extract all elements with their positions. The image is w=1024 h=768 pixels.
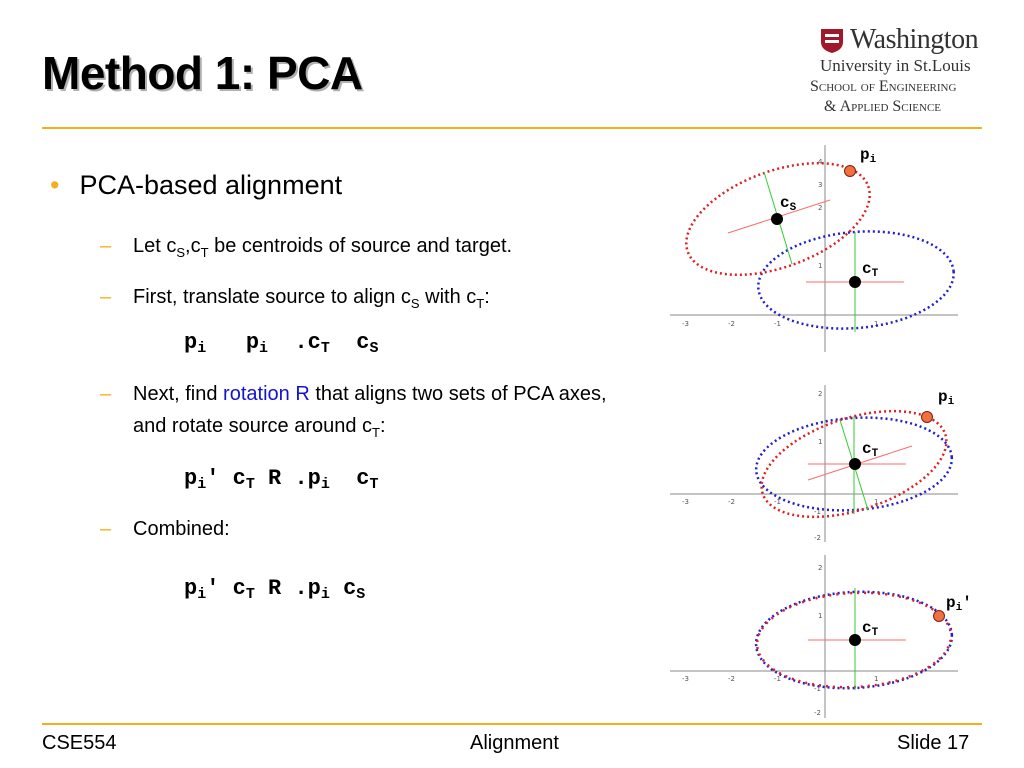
subscript: T — [372, 425, 380, 440]
symbol: ' — [206, 576, 220, 601]
y-tick-label: -1 — [814, 685, 821, 693]
label-symbol: c — [862, 260, 872, 278]
rotation-highlight: rotation R — [223, 383, 310, 405]
text-run: First, translate source to align c — [133, 286, 411, 308]
symbol: c — [307, 330, 321, 355]
x-tick-label: -2 — [728, 675, 735, 683]
symbol: p — [245, 330, 260, 355]
symbol-subscript: i — [197, 586, 207, 603]
label-pi — [860, 146, 876, 166]
symbol-subscript: i — [197, 476, 207, 493]
highlighted-point — [845, 166, 856, 177]
y-tick-label: -1 — [814, 508, 821, 516]
text-run: Next, find — [133, 383, 224, 405]
x-tick-label: -1 — [774, 498, 781, 506]
symbol: R — [268, 576, 282, 601]
symbol-subscript: T — [369, 476, 379, 493]
label-subscript: S — [789, 202, 797, 214]
dash-icon: – — [100, 518, 112, 540]
symbol-subscript: i — [259, 340, 269, 357]
y-tick-label: -2 — [814, 709, 821, 717]
bullet-dot-icon: • — [50, 170, 60, 200]
label-subscript: i — [947, 396, 955, 408]
footer-divider — [42, 723, 982, 725]
subscript: T — [200, 245, 209, 260]
symbol-subscript: i — [320, 586, 330, 603]
text-run: : — [380, 415, 386, 437]
symbol: c — [356, 466, 370, 491]
symbol: c — [343, 576, 357, 601]
x-tick-label: -2 — [728, 320, 735, 328]
symbol: ' — [206, 466, 220, 491]
text-run: with c — [419, 286, 477, 308]
label-pi-prime — [946, 594, 972, 614]
symbol-subscript: S — [356, 586, 366, 603]
y-tick-label: 1 — [818, 438, 823, 446]
x-tick-label: -3 — [682, 320, 689, 328]
x-tick-label: 1 — [874, 675, 879, 683]
centroid-point — [849, 458, 861, 470]
symbol-subscript: S — [369, 340, 379, 357]
plot-before-alignment — [668, 140, 968, 355]
x-tick-label: 1 — [874, 498, 879, 506]
x-tick-label: 1 — [874, 320, 879, 328]
footer-topic: Alignment — [470, 732, 559, 754]
y-tick-label: 2 — [818, 564, 823, 572]
symbol-subscript: T — [245, 586, 255, 603]
y-tick-label: 1 — [818, 262, 823, 270]
subscript: S — [176, 245, 186, 260]
source-centroid-point — [771, 213, 783, 225]
x-tick-label: -1 — [774, 320, 781, 328]
y-tick-label: 3 — [818, 181, 823, 189]
logo-line-4: & Applied Science — [824, 98, 942, 115]
footer-course: CSE554 — [42, 732, 117, 754]
symbol: p — [184, 330, 198, 355]
label-subscript: i — [869, 154, 877, 166]
label-symbol: c — [862, 440, 872, 458]
logo-line-1: Washington — [850, 24, 979, 55]
label-ct — [862, 260, 878, 280]
label-symbol: p — [860, 146, 870, 164]
symbol-subscript: i — [197, 340, 207, 357]
symbol: p — [184, 576, 198, 601]
label-subscript: i — [955, 602, 963, 614]
crest-icon — [820, 28, 844, 54]
label-symbol: ' — [962, 594, 972, 612]
dash-icon: – — [100, 286, 112, 308]
symbol: p — [307, 466, 321, 491]
title-divider — [42, 127, 982, 129]
text-run: Let c — [133, 235, 177, 257]
formula-combined: pi' cT R .pi cS — [184, 576, 366, 603]
y-tick-label: -2 — [814, 534, 821, 542]
x-tick-label: -3 — [682, 675, 689, 683]
highlighted-point — [922, 412, 933, 423]
university-logo — [808, 22, 988, 122]
target-centroid-point — [849, 276, 861, 288]
symbol: c — [232, 576, 246, 601]
highlighted-point — [934, 611, 945, 622]
dash-icon: – — [100, 235, 112, 257]
label-symbol: c — [780, 194, 790, 212]
symbol: c — [232, 466, 246, 491]
label-subscript: T — [871, 268, 879, 280]
symbol-subscript: T — [245, 476, 255, 493]
label-symbol: c — [862, 619, 872, 637]
label-cs — [780, 194, 796, 214]
footer-slide-number: Slide 17 — [897, 732, 970, 754]
symbol: R — [268, 466, 282, 491]
formula-translate: pi pi .cT cS — [184, 330, 379, 357]
label-pi — [938, 388, 954, 408]
text-run: ,c — [185, 235, 201, 257]
text-run: that aligns two sets of PCA axes, and rotate source around c — [133, 383, 607, 437]
symbol-subscript: T — [320, 340, 330, 357]
bullet-text: PCA-based alignment — [79, 170, 343, 200]
text-run: : — [484, 286, 490, 308]
symbol: p — [184, 466, 198, 491]
plot-after-translation — [668, 380, 968, 545]
centroid-point — [849, 634, 861, 646]
label-subscript: T — [871, 448, 879, 460]
dash-icon: – — [100, 383, 112, 405]
label-subscript: T — [871, 627, 879, 639]
label-ct — [862, 440, 878, 460]
sub-bullet-text: Combined: — [133, 518, 230, 540]
sub-bullet-text — [133, 230, 633, 269]
label-symbol: p — [938, 388, 948, 406]
x-tick-label: -3 — [682, 498, 689, 506]
label-ct — [862, 619, 878, 639]
label-symbol: p — [946, 594, 956, 612]
text-run: be centroids of source and target. — [208, 235, 513, 257]
symbol: p — [307, 576, 321, 601]
subscript: S — [410, 296, 420, 311]
y-tick-label: 4 — [818, 158, 823, 166]
x-tick-label: -2 — [728, 498, 735, 506]
symbol: c — [356, 330, 370, 355]
slide-title: Method 1: PCA — [42, 47, 363, 99]
symbol-subscript: i — [320, 476, 330, 493]
y-tick-label: 2 — [818, 204, 823, 212]
logo-line-2: University in St.Louis — [820, 56, 971, 75]
x-tick-label: -1 — [774, 675, 781, 683]
subscript: T — [476, 296, 485, 311]
logo-line-3: School of Engineering — [810, 78, 957, 95]
bullet-pca-alignment — [50, 170, 342, 201]
y-tick-label: 2 — [818, 390, 823, 398]
sub-bullet-text — [133, 378, 633, 449]
plot-after-rotation — [668, 550, 968, 720]
sub-bullet-text — [133, 281, 633, 320]
formula-rotate: pi' cT R .pi cT — [184, 466, 379, 493]
y-tick-label: 1 — [818, 612, 823, 620]
